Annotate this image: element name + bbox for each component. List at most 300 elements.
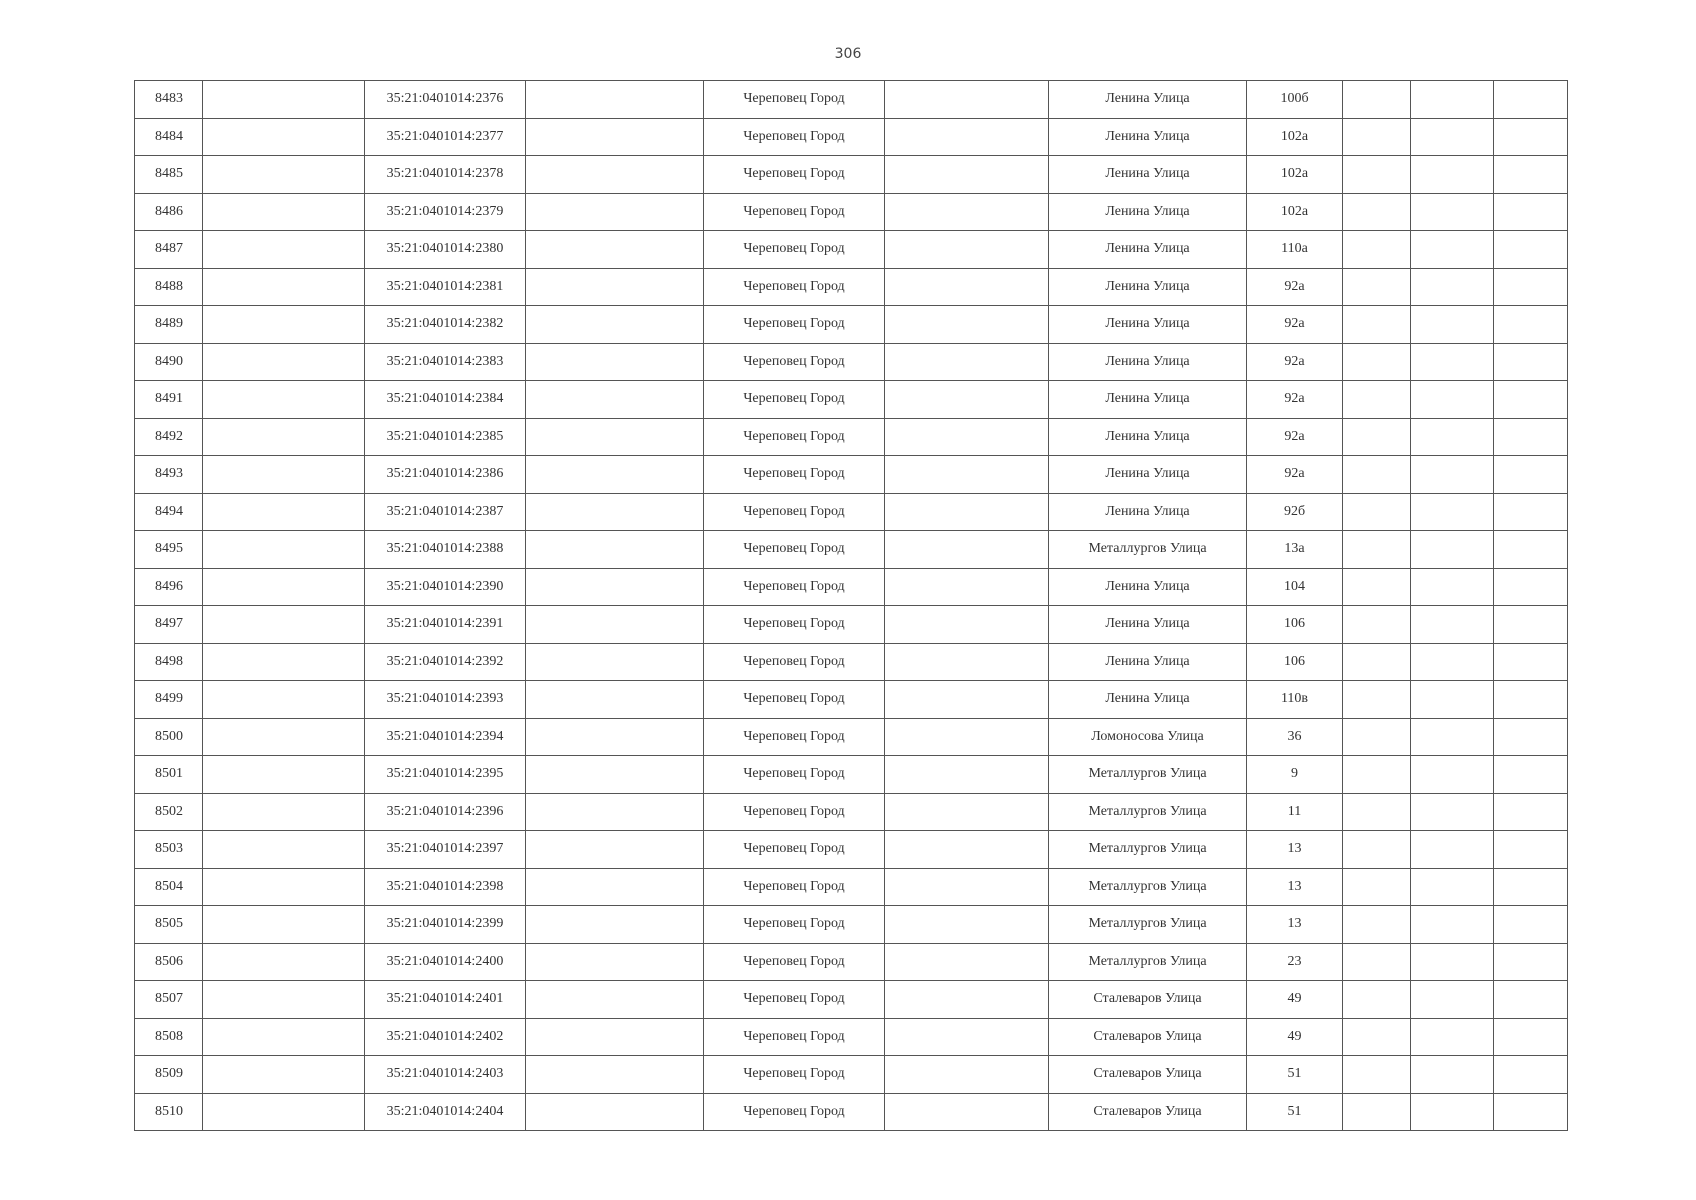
empty-cell <box>1343 568 1411 606</box>
empty-cell <box>1343 718 1411 756</box>
empty-cell <box>526 156 704 194</box>
empty-cell <box>203 606 365 644</box>
row-number-cell: 8509 <box>135 1056 203 1094</box>
cadastral-number-cell: 35:21:0401014:2402 <box>365 1018 526 1056</box>
empty-cell <box>1411 718 1494 756</box>
empty-cell <box>203 306 365 344</box>
cadastral-number-cell: 35:21:0401014:2391 <box>365 606 526 644</box>
row-number-cell: 8502 <box>135 793 203 831</box>
empty-cell <box>203 531 365 569</box>
city-cell: Череповец Город <box>704 231 885 269</box>
table-row <box>135 156 1568 194</box>
empty-cell <box>1411 681 1494 719</box>
empty-cell <box>1411 231 1494 269</box>
empty-cell <box>1494 193 1568 231</box>
street-cell: Металлургов Улица <box>1049 868 1247 906</box>
empty-cell <box>1494 756 1568 794</box>
street-cell: Металлургов Улица <box>1049 943 1247 981</box>
street-cell: Ленина Улица <box>1049 156 1247 194</box>
empty-cell <box>203 268 365 306</box>
cadastral-number-cell: 35:21:0401014:2392 <box>365 643 526 681</box>
empty-cell <box>203 231 365 269</box>
empty-cell <box>1411 531 1494 569</box>
street-cell: Ленина Улица <box>1049 643 1247 681</box>
empty-cell <box>203 568 365 606</box>
register-body <box>135 81 1568 1131</box>
city-cell: Череповец Город <box>704 531 885 569</box>
city-cell: Череповец Город <box>704 418 885 456</box>
cadastral-number-cell: 35:21:0401014:2376 <box>365 81 526 119</box>
empty-cell <box>1494 306 1568 344</box>
empty-cell <box>1343 306 1411 344</box>
row-number-cell: 8486 <box>135 193 203 231</box>
empty-cell <box>526 531 704 569</box>
cadastral-number-cell: 35:21:0401014:2398 <box>365 868 526 906</box>
empty-cell <box>1411 81 1494 119</box>
cadastral-number-cell: 35:21:0401014:2385 <box>365 418 526 456</box>
empty-cell <box>1343 606 1411 644</box>
city-cell: Череповец Город <box>704 981 885 1019</box>
empty-cell <box>1411 156 1494 194</box>
empty-cell <box>526 568 704 606</box>
row-number-cell: 8498 <box>135 643 203 681</box>
empty-cell <box>203 981 365 1019</box>
empty-cell <box>1343 268 1411 306</box>
city-cell: Череповец Город <box>704 306 885 344</box>
city-cell: Череповец Город <box>704 268 885 306</box>
table-row <box>135 456 1568 494</box>
city-cell: Череповец Город <box>704 343 885 381</box>
house-number-cell: 92а <box>1247 306 1343 344</box>
empty-cell <box>526 418 704 456</box>
table-row <box>135 568 1568 606</box>
street-cell: Ленина Улица <box>1049 606 1247 644</box>
empty-cell <box>526 193 704 231</box>
empty-cell <box>203 418 365 456</box>
empty-cell <box>885 381 1049 419</box>
empty-cell <box>1411 906 1494 944</box>
empty-cell <box>885 943 1049 981</box>
row-number-cell: 8484 <box>135 118 203 156</box>
street-cell: Ленина Улица <box>1049 231 1247 269</box>
table-row <box>135 943 1568 981</box>
cadastral-number-cell: 35:21:0401014:2386 <box>365 456 526 494</box>
table-row <box>135 118 1568 156</box>
house-number-cell: 92а <box>1247 418 1343 456</box>
city-cell: Череповец Город <box>704 1093 885 1131</box>
property-register-table <box>134 80 1568 1131</box>
table-row <box>135 756 1568 794</box>
cadastral-number-cell: 35:21:0401014:2378 <box>365 156 526 194</box>
house-number-cell: 106 <box>1247 606 1343 644</box>
empty-cell <box>526 681 704 719</box>
house-number-cell: 23 <box>1247 943 1343 981</box>
house-number-cell: 100б <box>1247 81 1343 119</box>
table-row <box>135 831 1568 869</box>
row-number-cell: 8488 <box>135 268 203 306</box>
page-number: 306 <box>834 46 862 62</box>
empty-cell <box>1343 981 1411 1019</box>
empty-cell <box>1343 1018 1411 1056</box>
row-number-cell: 8499 <box>135 681 203 719</box>
empty-cell <box>1343 156 1411 194</box>
row-number-cell: 8497 <box>135 606 203 644</box>
street-cell: Ленина Улица <box>1049 343 1247 381</box>
city-cell: Череповец Город <box>704 156 885 194</box>
row-number-cell: 8503 <box>135 831 203 869</box>
empty-cell <box>1343 493 1411 531</box>
empty-cell <box>885 81 1049 119</box>
street-cell: Ленина Улица <box>1049 118 1247 156</box>
empty-cell <box>885 193 1049 231</box>
empty-cell <box>885 868 1049 906</box>
house-number-cell: 92б <box>1247 493 1343 531</box>
empty-cell <box>203 118 365 156</box>
cadastral-number-cell: 35:21:0401014:2379 <box>365 193 526 231</box>
empty-cell <box>526 231 704 269</box>
empty-cell <box>1343 193 1411 231</box>
empty-cell <box>885 793 1049 831</box>
empty-cell <box>1343 681 1411 719</box>
empty-cell <box>1343 531 1411 569</box>
city-cell: Череповец Город <box>704 493 885 531</box>
empty-cell <box>1494 118 1568 156</box>
empty-cell <box>1494 1018 1568 1056</box>
table-row <box>135 268 1568 306</box>
empty-cell <box>885 493 1049 531</box>
street-cell: Металлургов Улица <box>1049 531 1247 569</box>
house-number-cell: 11 <box>1247 793 1343 831</box>
empty-cell <box>885 156 1049 194</box>
empty-cell <box>1411 793 1494 831</box>
table-row <box>135 381 1568 419</box>
empty-cell <box>203 1018 365 1056</box>
cadastral-number-cell: 35:21:0401014:2377 <box>365 118 526 156</box>
empty-cell <box>1494 1056 1568 1094</box>
empty-cell <box>885 456 1049 494</box>
empty-cell <box>526 793 704 831</box>
empty-cell <box>1411 493 1494 531</box>
house-number-cell: 51 <box>1247 1056 1343 1094</box>
row-number-cell: 8492 <box>135 418 203 456</box>
empty-cell <box>203 1093 365 1131</box>
table-row <box>135 493 1568 531</box>
empty-cell <box>1343 943 1411 981</box>
city-cell: Череповец Город <box>704 756 885 794</box>
empty-cell <box>1343 793 1411 831</box>
house-number-cell: 49 <box>1247 1018 1343 1056</box>
empty-cell <box>1411 381 1494 419</box>
cadastral-number-cell: 35:21:0401014:2390 <box>365 568 526 606</box>
empty-cell <box>526 868 704 906</box>
city-cell: Череповец Город <box>704 1018 885 1056</box>
street-cell: Ломоносова Улица <box>1049 718 1247 756</box>
city-cell: Череповец Город <box>704 1056 885 1094</box>
empty-cell <box>885 681 1049 719</box>
empty-cell <box>526 606 704 644</box>
empty-cell <box>885 568 1049 606</box>
table-row <box>135 1018 1568 1056</box>
table-row <box>135 981 1568 1019</box>
row-number-cell: 8510 <box>135 1093 203 1131</box>
empty-cell <box>1343 118 1411 156</box>
empty-cell <box>885 118 1049 156</box>
house-number-cell: 13 <box>1247 906 1343 944</box>
empty-cell <box>526 268 704 306</box>
empty-cell <box>526 343 704 381</box>
table-row <box>135 1093 1568 1131</box>
table-row <box>135 231 1568 269</box>
city-cell: Череповец Город <box>704 718 885 756</box>
empty-cell <box>1494 156 1568 194</box>
cadastral-number-cell: 35:21:0401014:2396 <box>365 793 526 831</box>
house-number-cell: 92а <box>1247 456 1343 494</box>
empty-cell <box>1494 793 1568 831</box>
city-cell: Череповец Город <box>704 568 885 606</box>
empty-cell <box>885 531 1049 569</box>
empty-cell <box>1343 831 1411 869</box>
city-cell: Череповец Город <box>704 681 885 719</box>
empty-cell <box>203 1056 365 1094</box>
street-cell: Ленина Улица <box>1049 418 1247 456</box>
table-row <box>135 906 1568 944</box>
city-cell: Череповец Город <box>704 118 885 156</box>
empty-cell <box>1494 681 1568 719</box>
row-number-cell: 8485 <box>135 156 203 194</box>
table-row <box>135 531 1568 569</box>
city-cell: Череповец Город <box>704 81 885 119</box>
table-row <box>135 81 1568 119</box>
empty-cell <box>526 718 704 756</box>
cadastral-number-cell: 35:21:0401014:2401 <box>365 981 526 1019</box>
table-row <box>135 793 1568 831</box>
house-number-cell: 92а <box>1247 381 1343 419</box>
cadastral-number-cell: 35:21:0401014:2397 <box>365 831 526 869</box>
cadastral-number-cell: 35:21:0401014:2399 <box>365 906 526 944</box>
empty-cell <box>1343 868 1411 906</box>
row-number-cell: 8489 <box>135 306 203 344</box>
empty-cell <box>1411 868 1494 906</box>
empty-cell <box>1411 981 1494 1019</box>
city-cell: Череповец Город <box>704 381 885 419</box>
empty-cell <box>1411 306 1494 344</box>
empty-cell <box>203 493 365 531</box>
empty-cell <box>885 718 1049 756</box>
empty-cell <box>203 868 365 906</box>
empty-cell <box>1494 643 1568 681</box>
street-cell: Ленина Улица <box>1049 193 1247 231</box>
empty-cell <box>1411 1056 1494 1094</box>
empty-cell <box>203 643 365 681</box>
house-number-cell: 102а <box>1247 118 1343 156</box>
street-cell: Металлургов Улица <box>1049 831 1247 869</box>
empty-cell <box>1411 606 1494 644</box>
street-cell: Ленина Улица <box>1049 681 1247 719</box>
empty-cell <box>885 231 1049 269</box>
empty-cell <box>1494 268 1568 306</box>
street-cell: Ленина Улица <box>1049 456 1247 494</box>
empty-cell <box>526 118 704 156</box>
street-cell: Ленина Улица <box>1049 493 1247 531</box>
empty-cell <box>526 1093 704 1131</box>
empty-cell <box>1494 493 1568 531</box>
empty-cell <box>885 756 1049 794</box>
street-cell: Ленина Улица <box>1049 306 1247 344</box>
table-row <box>135 1056 1568 1094</box>
empty-cell <box>1411 456 1494 494</box>
empty-cell <box>1411 943 1494 981</box>
city-cell: Череповец Город <box>704 643 885 681</box>
table-row <box>135 193 1568 231</box>
cadastral-number-cell: 35:21:0401014:2384 <box>365 381 526 419</box>
empty-cell <box>1411 118 1494 156</box>
table-row <box>135 868 1568 906</box>
empty-cell <box>1411 568 1494 606</box>
empty-cell <box>526 906 704 944</box>
table-row <box>135 718 1568 756</box>
street-cell: Сталеваров Улица <box>1049 1018 1247 1056</box>
empty-cell <box>526 381 704 419</box>
empty-cell <box>1494 381 1568 419</box>
cadastral-number-cell: 35:21:0401014:2394 <box>365 718 526 756</box>
house-number-cell: 49 <box>1247 981 1343 1019</box>
house-number-cell: 36 <box>1247 718 1343 756</box>
empty-cell <box>526 81 704 119</box>
row-number-cell: 8501 <box>135 756 203 794</box>
empty-cell <box>203 943 365 981</box>
table-row <box>135 306 1568 344</box>
empty-cell <box>203 343 365 381</box>
empty-cell <box>885 306 1049 344</box>
house-number-cell: 13 <box>1247 868 1343 906</box>
empty-cell <box>1411 418 1494 456</box>
empty-cell <box>885 831 1049 869</box>
house-number-cell: 110в <box>1247 681 1343 719</box>
empty-cell <box>1411 343 1494 381</box>
empty-cell <box>1411 831 1494 869</box>
row-number-cell: 8504 <box>135 868 203 906</box>
empty-cell <box>1494 718 1568 756</box>
empty-cell <box>1343 1093 1411 1131</box>
empty-cell <box>526 306 704 344</box>
empty-cell <box>885 1056 1049 1094</box>
house-number-cell: 102а <box>1247 193 1343 231</box>
empty-cell <box>1494 231 1568 269</box>
cadastral-number-cell: 35:21:0401014:2387 <box>365 493 526 531</box>
cadastral-number-cell: 35:21:0401014:2383 <box>365 343 526 381</box>
empty-cell <box>1494 343 1568 381</box>
empty-cell <box>1343 1056 1411 1094</box>
city-cell: Череповец Город <box>704 868 885 906</box>
house-number-cell: 51 <box>1247 1093 1343 1131</box>
empty-cell <box>1411 756 1494 794</box>
empty-cell <box>885 981 1049 1019</box>
empty-cell <box>526 756 704 794</box>
house-number-cell: 9 <box>1247 756 1343 794</box>
empty-cell <box>1411 268 1494 306</box>
table-row <box>135 418 1568 456</box>
cadastral-number-cell: 35:21:0401014:2388 <box>365 531 526 569</box>
house-number-cell: 102а <box>1247 156 1343 194</box>
empty-cell <box>526 456 704 494</box>
empty-cell <box>1343 81 1411 119</box>
empty-cell <box>1494 831 1568 869</box>
row-number-cell: 8508 <box>135 1018 203 1056</box>
empty-cell <box>526 943 704 981</box>
city-cell: Череповец Город <box>704 456 885 494</box>
street-cell: Металлургов Улица <box>1049 756 1247 794</box>
empty-cell <box>1343 381 1411 419</box>
empty-cell <box>1494 606 1568 644</box>
empty-cell <box>1343 756 1411 794</box>
empty-cell <box>885 343 1049 381</box>
empty-cell <box>203 681 365 719</box>
empty-cell <box>1494 81 1568 119</box>
row-number-cell: 8493 <box>135 456 203 494</box>
row-number-cell: 8495 <box>135 531 203 569</box>
house-number-cell: 92а <box>1247 268 1343 306</box>
empty-cell <box>1494 981 1568 1019</box>
empty-cell <box>1411 1018 1494 1056</box>
row-number-cell: 8494 <box>135 493 203 531</box>
empty-cell <box>203 756 365 794</box>
table-row <box>135 343 1568 381</box>
empty-cell <box>1343 231 1411 269</box>
house-number-cell: 110а <box>1247 231 1343 269</box>
empty-cell <box>1494 868 1568 906</box>
street-cell: Ленина Улица <box>1049 381 1247 419</box>
row-number-cell: 8507 <box>135 981 203 1019</box>
empty-cell <box>885 418 1049 456</box>
row-number-cell: 8490 <box>135 343 203 381</box>
cadastral-number-cell: 35:21:0401014:2395 <box>365 756 526 794</box>
house-number-cell: 104 <box>1247 568 1343 606</box>
row-number-cell: 8487 <box>135 231 203 269</box>
empty-cell <box>1343 343 1411 381</box>
row-number-cell: 8496 <box>135 568 203 606</box>
city-cell: Череповец Город <box>704 193 885 231</box>
empty-cell <box>203 718 365 756</box>
empty-cell <box>1343 906 1411 944</box>
row-number-cell: 8500 <box>135 718 203 756</box>
street-cell: Сталеваров Улица <box>1049 981 1247 1019</box>
empty-cell <box>203 906 365 944</box>
city-cell: Череповец Город <box>704 831 885 869</box>
empty-cell <box>1343 643 1411 681</box>
street-cell: Ленина Улица <box>1049 568 1247 606</box>
empty-cell <box>1494 531 1568 569</box>
empty-cell <box>1343 418 1411 456</box>
house-number-cell: 106 <box>1247 643 1343 681</box>
street-cell: Металлургов Улица <box>1049 906 1247 944</box>
table-row <box>135 681 1568 719</box>
row-number-cell: 8506 <box>135 943 203 981</box>
empty-cell <box>526 643 704 681</box>
empty-cell <box>1411 643 1494 681</box>
empty-cell <box>1411 1093 1494 1131</box>
cadastral-number-cell: 35:21:0401014:2400 <box>365 943 526 981</box>
empty-cell <box>526 1056 704 1094</box>
empty-cell <box>1494 456 1568 494</box>
empty-cell <box>885 268 1049 306</box>
street-cell: Ленина Улица <box>1049 268 1247 306</box>
row-number-cell: 8505 <box>135 906 203 944</box>
cadastral-number-cell: 35:21:0401014:2381 <box>365 268 526 306</box>
empty-cell <box>203 831 365 869</box>
empty-cell <box>885 606 1049 644</box>
cadastral-number-cell: 35:21:0401014:2393 <box>365 681 526 719</box>
empty-cell <box>203 81 365 119</box>
